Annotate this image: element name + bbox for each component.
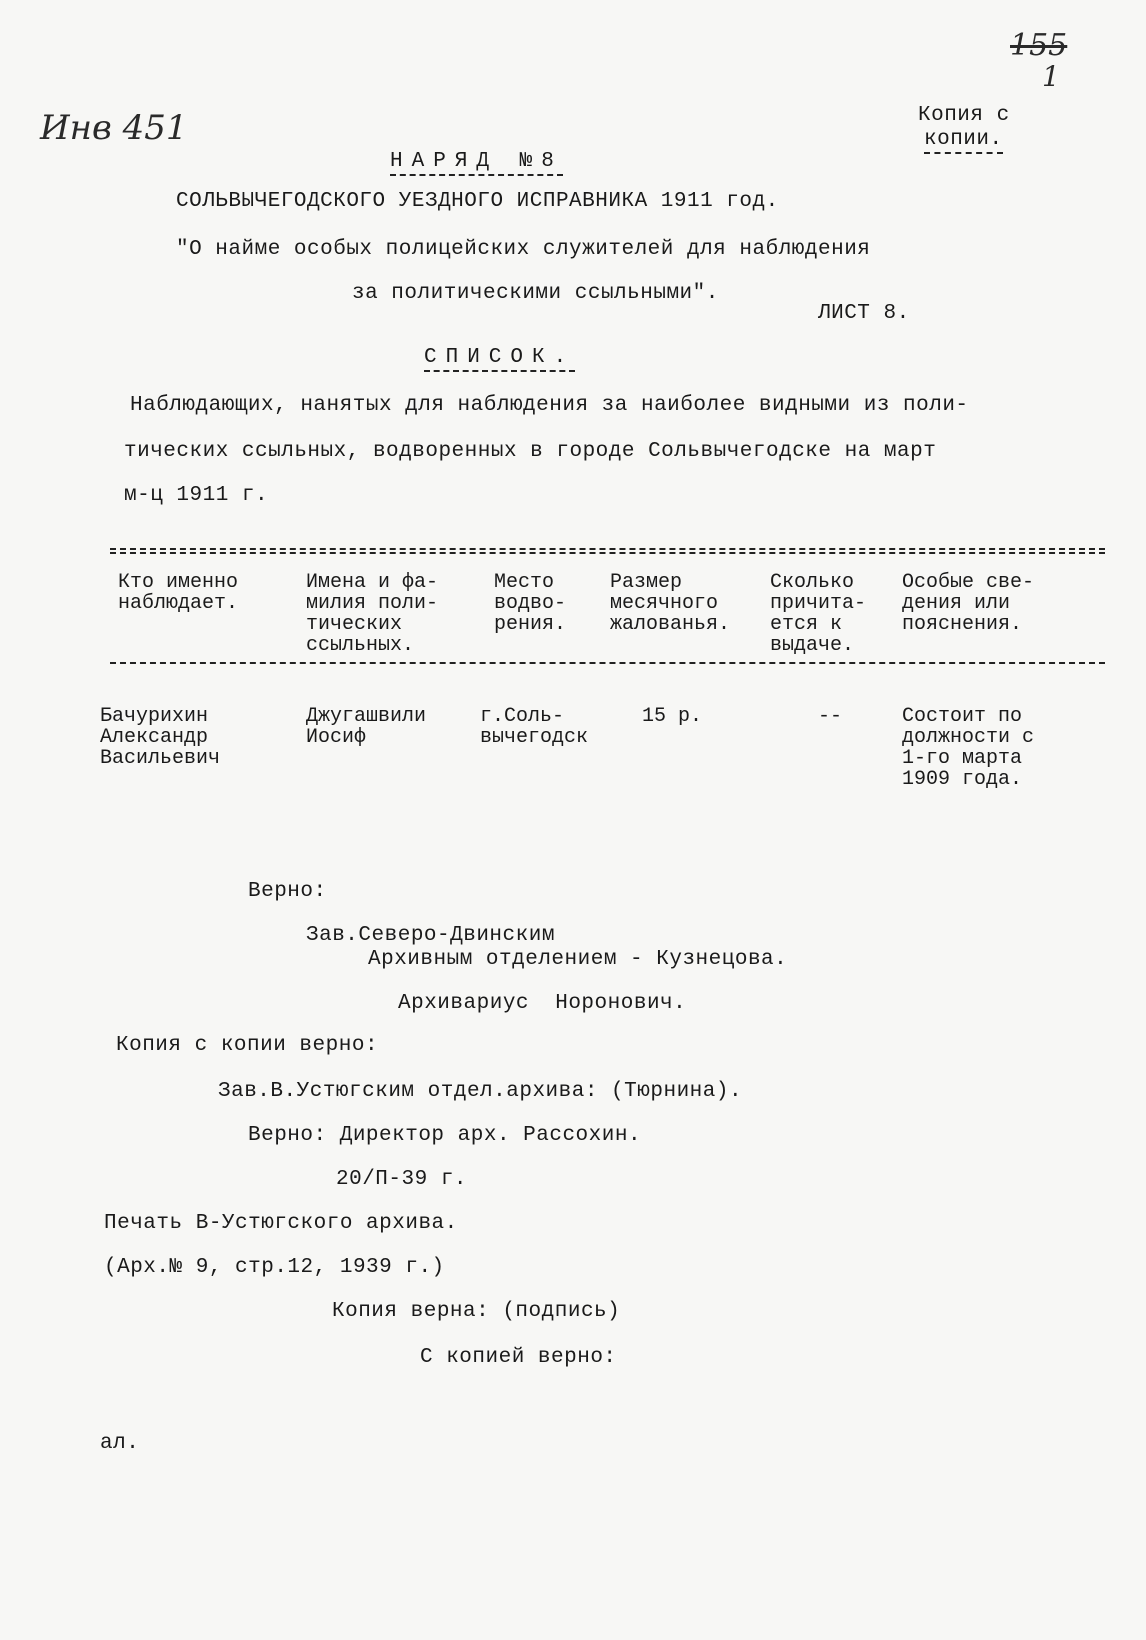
subject-line2: за политическими ссыльными". — [352, 282, 719, 305]
copy-note-line1: Копия с — [918, 104, 1010, 127]
archive-reference: (Арх.№ 9, стр.12, 1939 г.) — [104, 1256, 445, 1279]
table-top-rule-double — [110, 552, 1105, 554]
head2-line: Зав.В.Устюгским отдел.архива: (Тюрнина). — [218, 1080, 743, 1103]
order-title: НАРЯД №8 — [390, 150, 563, 176]
date-line: 20/П-39 г. — [336, 1168, 468, 1191]
head1-line2: Архивным отделением - Кузнецова. — [368, 948, 788, 971]
cell-notes: Состоит по должности с 1-го марта 1909 года. — [902, 705, 1035, 791]
copy-signature-line: Копия верна: (подпись) — [332, 1300, 621, 1323]
inventory-handwritten-mark: Инв 451 — [40, 108, 188, 148]
col-header-settlement: Место водво- рения. — [494, 571, 567, 636]
cell-observer: Бачурихин Александр Васильевич — [100, 705, 221, 770]
col-header-salary: Размер месячного жалованья. — [610, 571, 731, 636]
col-header-observer: Кто именно наблюдает. — [118, 571, 239, 615]
copy-of-copy-correct: Копия с копии верно: — [116, 1034, 379, 1057]
table-top-rule — [110, 548, 1105, 550]
cell-salary: 15 р. — [642, 705, 703, 728]
table-header-rule — [110, 662, 1105, 664]
cell-settlement: г.Соль- вычегодск — [480, 705, 589, 749]
subject-line1: "О найме особых полицейских служителей для наблюдения — [176, 238, 871, 261]
cell-due: -- — [818, 705, 843, 728]
page-number-handwritten: 155 — [1010, 28, 1068, 63]
cell-exile-name: Джугашвили Иосиф — [306, 705, 427, 749]
intro-line3: м-ц 1911 г. — [124, 484, 269, 507]
with-copy-correct: С копией верно: — [420, 1346, 617, 1369]
col-header-exile-name: Имена и фа- милия поли- тических ссыльных. — [306, 571, 439, 657]
archivist-line: Архивариус Норонович. — [398, 992, 687, 1015]
typist-initials: ал. — [100, 1432, 140, 1455]
list-title: СПИСОК. — [424, 346, 575, 372]
intro-line1: Наблюдающих, нанятых для наблюдения за наиболее видными из поли- — [130, 394, 969, 417]
col-header-due: Сколько причита- ется к выдаче. — [770, 571, 867, 657]
certified-correct-1: Верно: — [248, 880, 327, 903]
head1-line1: Зав.Северо-Двинским — [306, 924, 555, 947]
sheet-number: ЛИСТ 8. — [818, 302, 910, 325]
col-header-notes: Особые све- дения или пояснения. — [902, 571, 1035, 636]
page-number-handwritten-sub: 1 — [1042, 60, 1060, 93]
office-line: СОЛЬВЫЧЕГОДСКОГО УЕЗДНОГО ИСПРАВНИКА 1911 год. — [176, 190, 779, 213]
director-line: Верно: Директор арх. Рассохин. — [248, 1124, 642, 1147]
intro-line2: тических ссыльных, водворенных в городе Сольвычегодске на март — [124, 440, 937, 463]
copy-note-line2: копии. — [924, 128, 1003, 154]
seal-line: Печать В-Устюгского архива. — [104, 1212, 458, 1235]
